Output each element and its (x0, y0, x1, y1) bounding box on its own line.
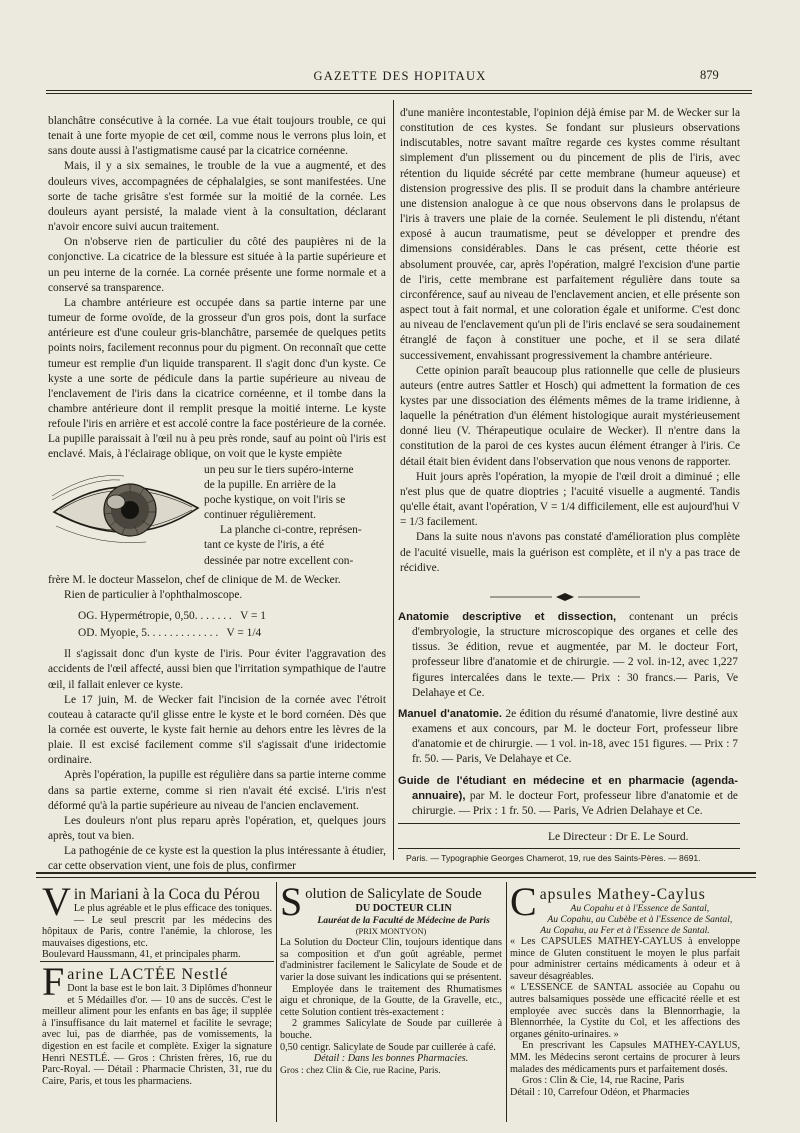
ad-dose: 0,50 centigr. Salicylate de Soude par cuillerée à café. (280, 1041, 496, 1053)
ad-sub: Au Copahu et à l'Essence de Santal, (570, 903, 710, 914)
left-paragraph: Rien de particulier à l'ophthalmoscope. (64, 588, 243, 601)
ad-title: apsules Mathey-Caylus (539, 886, 706, 903)
bib-entry: Anatomie descriptive et dissection, contenant un précis d'embryologie, la structure microscopique des organes et celle des tissus. 3e édition, revue et augmentée, par M. le docteur Fort, professeur libre d'anatomie et de chirurgie. — 2 vol. in-12, avec 1,227 figures intercalées dans le texte.— Prix : 30 francs.— Paris, Ve Delahaye et Ce. (398, 611, 738, 699)
ad-body: « L'ESSENCE de SANTAL associée au Copahu ou autres balsamiques possède une efficacité réelle et est employée avec succès dans la Blennorrhagie, la Blennorrhée, la Cystite du Col, et les affections des organes génito-urinaires. » (510, 982, 740, 1040)
ad-body: « Les CAPSULES MATHEY-CAYLUS à enveloppe mince de Gluten constituent le moyen le plus parfait pour administrer certains médicaments à odeur et à saveur désagréables. (510, 936, 740, 982)
left-paragraph: Après l'opération, la pupille est régulière dans sa partie interne comme dans sa partie externe, comme si rien n'avait été excisé. L'iris n'est déformé qu'à la partie supérieure au niveau de l'ancien enclavement. (48, 769, 386, 812)
left-paragraph: On n'observe rien de particulier du côté des paupières ni de la conjonctive. La cicatrice de la blessure est située à la partie supérieure et un peu interne de la cornée. La cornée présente une forme normale et a conservé sa transparence. (48, 236, 386, 294)
ads-top-rule-2 (36, 877, 756, 878)
ad-title: arine LACTÉE Nestlé (67, 966, 229, 983)
bibliography (398, 610, 738, 825)
left-paragraph: Le 17 juin, M. de Wecker fait l'incision de la cornée avec l'étroit couteau à cataracte qu'il glisse entre le kyste et le bord cornéen. Dès que la cornée est ouverte, le kyste fait hernie au dehors entre les lèvres de la plaie. Il est excisé facilement comme s'il s'agissait d'une iridectomie ordinaire. (48, 693, 386, 767)
ads-top-rule (36, 872, 756, 874)
ad-detail: Détail : 10, Carrefour Odéon, et Pharmacies (510, 1086, 690, 1098)
ad-sub: Au Copahu, au Fer et à l'Essence de Santal. (540, 925, 710, 936)
header-rule-2 (46, 93, 752, 94)
left-paragraph: La chambre antérieure est occupée dans sa partie interne par une tumeur de forme ovoïde, de la grosseur d'un gros pois, dont la surface antérieure est d'une couleur gris-blanchâtre, parsemée de quelques petits points noirs, facilement reconnus pour du pigment. On reconnaît que cette tumeur est remplie d'un liquide transparent. Il s'agit donc d'un kyste. Ce kyste a une sorte de pédicule dans la partie supérieure au niveau de l'enclavement de l'iris dans la cicatrice cornéenne, et il tombe dans la chambre antérieure dont il remplit presque la moitié interne. Le kyste refoule l'iris en arrière et est accolé contre la face postérieure de la cornée. La pupille paraissait à l'œil nu à peu près ronde, sauf au point où l'iris est enclavé. Mais, à l'éclairage oblique, on voit que le kyste empiète (48, 296, 386, 461)
left-paragraph: Les douleurs n'ont plus reparu après l'opération, et, quelques jours après, tout va bien. (48, 814, 386, 843)
measure-od: OD. Myopie, 5. . . . . . . . . . . . . V = 1/4 (78, 627, 262, 640)
ad-body: Dont la base est le bon lait. 3 Diplômes d'honneur et 5 Médailles d'or. — 10 ans de succès. C'est le meilleur aliment pour les enfants en bas âge; il supplée à l'insuffisance du lait maternel et facilite le sevrage; avec lui, pas de diarrhée, pas de vomissements, la digestion en est facile et complète. Exiger la signature Henri NESTLÉ. — Gros : Christen frères, 16, rue du Parc-Royal. — Détail : Pharmacie Christen, 31, rue du Caire, Paris, et tous les pharmaciens. (42, 983, 272, 1087)
director-signature: Le Directeur : Dr E. Le Sourd. (548, 831, 689, 843)
column-divider (393, 100, 394, 860)
ad-detail: Détail : Dans les bonnes Pharmacies. (313, 1053, 469, 1065)
right-paragraph: Huit jours après l'opération, la myopie de l'œil droit a diminué ; elle n'est plus que de quatre dioptries ; l'acuité visuelle a augmenté. Tandis qu'elle était, avant l'opération, V = 1/4 difficilement, elle est aujourd'hui V = 1/3 facilement. (400, 470, 740, 529)
page-number: 879 (700, 68, 719, 82)
ad-prix: (PRIX MONTYON) (355, 925, 427, 936)
ad-gros: Gros : Clin & Cie, 14, rue Racine, Paris (522, 1075, 685, 1087)
ad-title: olution de Salicylate de Soude (305, 886, 482, 902)
ad-body: Employée dans le traitement des Rhumatismes aigu et chronique, de la Goutte, de la Gravelle, etc., cette Solution contient très-exactement : (280, 983, 502, 1018)
header-rule (46, 90, 752, 91)
bib-entry: Guide de l'étudiant en médecine et en pharmacie (agenda-annuaire), par M. le docteur Fort, professeur libre d'anatomie et de chirurgie. — Prix : 1 fr. 50. — Paris, Ve Adrien Delahaye et Ce. (398, 774, 738, 817)
ad-body: En prescrivant les Capsules MATHEY-CAYLUS, MM. les Médecins seront certains de procurer à leurs malades des médicaments purs et parfaitement dosés. (510, 1040, 740, 1075)
ad-mathey-caylus (510, 886, 740, 1098)
ad-body: Le plus agréable et le plus efficace des toniques. — Le seul prescrit par les médecins des hôpitaux de Paris, contre l'anémie, la chlorose, les mauvaises digestions, etc. (42, 903, 272, 949)
bib-rule (398, 823, 740, 824)
ad-salicylate (280, 886, 502, 1076)
figure-side-line: de la pupille. En arrière de la (204, 478, 336, 491)
figure-side-line: tant ce kyste de l'iris, a été (204, 539, 325, 552)
ad-initial: S (280, 886, 303, 924)
page-header-title: GAZETTE DES HOPITAUX (313, 69, 487, 83)
ad-sub: Au Copahu, au Cubèbe et à l'Essence de Santal, (547, 914, 733, 925)
ad-divider (276, 882, 277, 1122)
ornament-divider (490, 592, 640, 602)
ad-address: Boulevard Haussmann, 41, et principales pharm. (42, 949, 241, 961)
measure-og: OG. Hypermétropie, 0,50. . . . . . . V = 1 (78, 609, 266, 622)
right-column (400, 106, 740, 576)
right-paragraph: d'une manière incontestable, l'opinion déjà émise par M. de Wecker sur la constitution de ces kystes. Se fondant sur plusieurs observations indiscutables, notre savant maître regarde ces kystes comme résultant simplement d'un plissement ou du pincement de plis de l'iris, avec rétention du liquide sécrété par cette membrane (humeur aqueuse) et distension progressive des plis. Il se produit dans la chambre antérieure une distension analogue à ce que nous observons dans le prolapsus de l'iris à travers une plaie de la cornée. Seulement le pli distendu, n'étant exposé à aucun traumatisme, peut se développer et prendre des dimensions considérables. Dans le cas présent, cette théorie est absolument prouvée, car, après l'opération, malgré l'excision d'une partie de l'iris, cette membrane est parfaitement régulière dans toute sa circonférence, sauf au niveau de l'enclavement ancien, et elle présente son aspect tout à fait normal, et une coloration égale et uniforme. C'est donc au niveau de l'enclavement qu'un pli de l'iris enclavé se sera soudainement étranglé de façon à constituer une poche, et il se sera dilaté successivement, envahissant progressivement la chambre antérieure. (400, 107, 740, 362)
figure-side-line: un peu sur le tiers supéro-interne (204, 463, 354, 476)
figure-side-line: dessinée par notre excellent con- (204, 554, 354, 567)
ad-laureat: Lauréat de la Faculté de Médecine de Paris (317, 914, 490, 926)
ad-dose: 2 grammes Salicylate de Soude par cuillerée à bouche. (280, 1018, 502, 1041)
left-paragraph: La pathogénie de ce kyste est la question la plus intéressante à étudier, car cette observation vient, une fois de plus, confirmer (48, 845, 386, 873)
figure-side-line: poche kystique, on voit l'iris se (204, 493, 346, 506)
left-paragraph: blanchâtre consécutive à la cornée. La vue était toujours trouble, ce qui tenait à une forte myopie de cet œil, comme nous le verrons plus loin, et sans doute aussi à l'astigmatisme causé par la cicatrice cornéenne. (48, 115, 386, 158)
ad-subtitle: DU DOCTEUR CLIN (355, 903, 452, 914)
ad-initial: C (510, 886, 537, 924)
ad-body: La Solution du Docteur Clin, toujours identique dans sa composition et d'un goût agréable, permet d'administrer facilement le Salicylate de Soude et de varier la dose suivant les indications qui se présentent. (280, 937, 502, 983)
ad-initial: F (42, 966, 65, 1004)
left-paragraph: Il s'agissait donc d'un kyste de l'iris. Pour éviter l'aggravation des accidents de l'œil affecté, aussi bien que l'irritation sympathique de l'autre œil, il fallait enlever ce kyste. (48, 648, 386, 691)
ad-farine-nestle (42, 966, 272, 1087)
ad-divider (506, 882, 507, 1122)
ad-title: in Mariani à la Coca du Pérou (73, 886, 260, 903)
figure-side-line: continuer régulièrement. (204, 509, 316, 522)
ad-vin-mariani (42, 886, 272, 961)
ad-initial: V (42, 886, 71, 924)
left-paragraph: Mais, il y a six semaines, le trouble de la vue a augmenté, et des douleurs vives, accompagnées de céphalalgies, se sont manifestées. Une sorte de tache grisâtre s'est formée sur la moitié de la cornée. Les douleurs ayant persisté, la malade vient à la consultation, déclarant n'avoir encore suivi aucun traitement. (48, 160, 386, 234)
right-paragraph: Cette opinion paraît beaucoup plus rationnelle que celle de plusieurs auteurs (entre autres Sattler et Hosch) qui admettent la formation de ces kystes par une dissociation des éléments mêmes de la trame iridienne, à laquelle la pénétration d'un élément histologique aurait mystérieusement donné lieu (V. Thérapeutique oculaire de Wecker). Il n'entre dans la constitution de la paroi de ces kystes aucun élément étranger à l'iris. Ce détail était bien évident dans l'observation que nous venons de rapporter. (400, 364, 740, 468)
ad-gros: Gros : chez Clin & Cie, rue Racine, Paris. (280, 1064, 441, 1076)
eye-illustration (50, 470, 202, 550)
figure-side-line: La planche ci-contre, représen- (220, 524, 362, 537)
director-rule (398, 848, 740, 849)
left-paragraph: frère M. le docteur Masselon, chef de clinique de M. de Wecker. (48, 573, 341, 586)
printer-line: Paris. — Typographie Georges Chamerot, 19, rue des Saints-Pères. — 8691. (406, 853, 701, 863)
right-paragraph: Dans la suite nous n'avons pas constaté d'amélioration plus complète de l'acuité visuelle, mais la guérison est complète, et il n'y a pas trace de récidive. (400, 531, 740, 574)
ad-rule (40, 961, 274, 962)
bib-entry: Manuel d'anatomie. 2e édition du résumé d'anatomie, livre destiné aux examens et aux concours, par M. le docteur Fort, professeur libre d'anatomie et de chirurgie. — 1 vol. in-18, avec 151 figures. — Prix : 7 fr. 50. — Paris, Ve Delahaye et Ce. (398, 707, 738, 766)
